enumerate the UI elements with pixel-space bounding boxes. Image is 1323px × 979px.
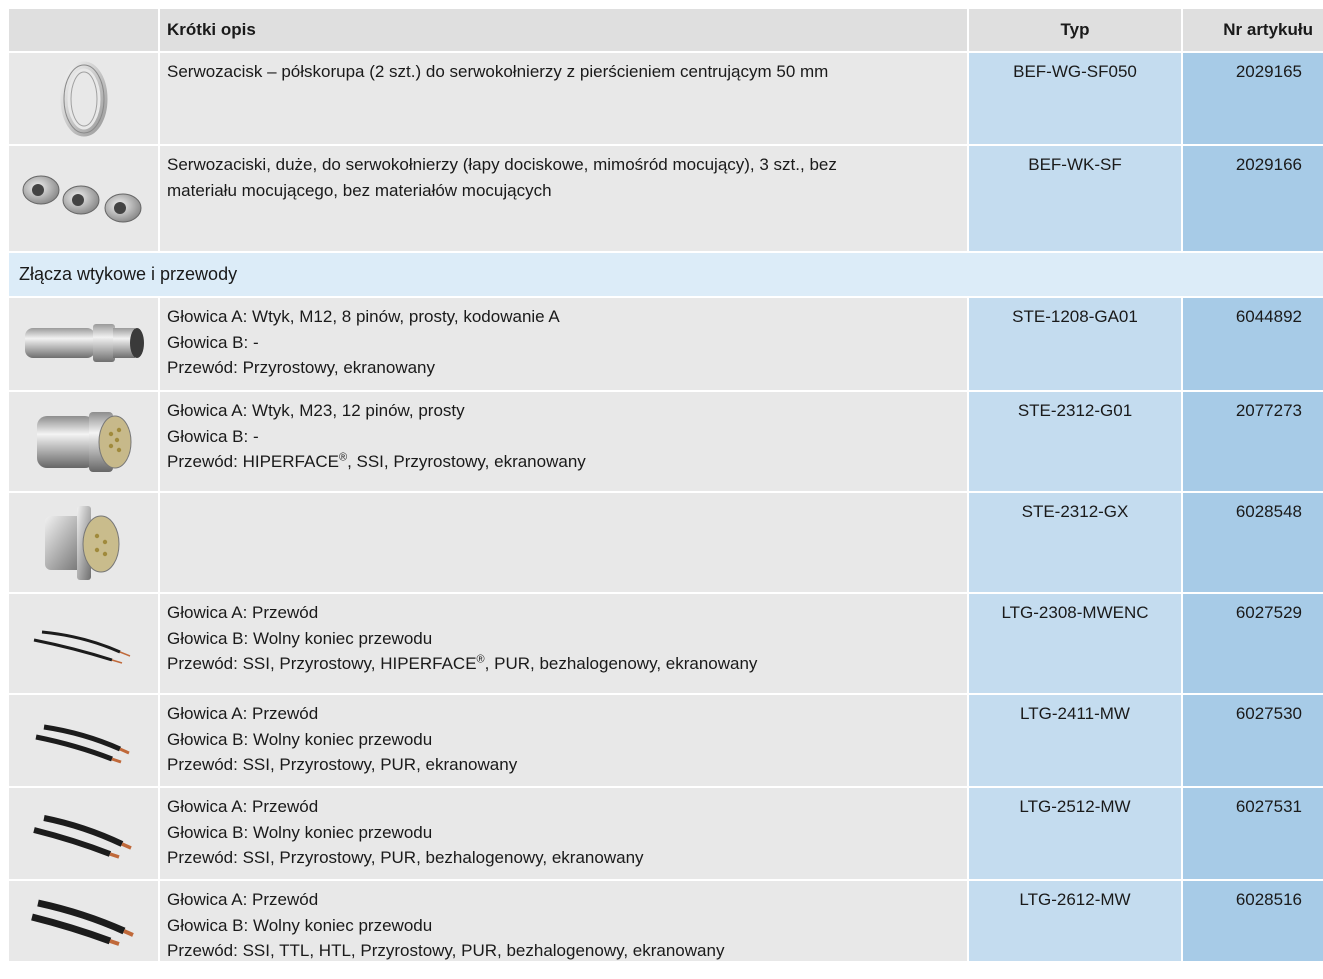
section-heading: Złącza wtykowe i przewody [9,253,1323,298]
desc-line: materiału mocującego, bez materiałów mocujących [167,180,552,200]
table-row [9,881,1323,961]
row-desc [160,53,969,144]
m23-panel-connector-icon [9,493,160,592]
desc-line: Przewód: SSI, Przyrostowy, PUR, ekranowany [167,755,518,774]
row-desc [160,788,969,879]
cable-thin-icon [9,594,160,693]
row-desc [160,594,969,693]
row-typ: LTG-2308-MWENC [969,594,1183,693]
row-nr: 6027530 [1183,695,1323,786]
row-typ: LTG-2411-MW [969,695,1183,786]
desc-text: Przewód: HIPERFACE [167,452,339,471]
desc-line: Głowica B: - [167,426,259,446]
desc-line: Głowica A: Wtyk, M23, 12 pinów, prosty [167,401,465,420]
desc-line: Głowica B: Wolny koniec przewodu [167,729,433,749]
desc-line: Serwozacisk – półskorupa (2 szt.) do serwokołnierzy z pierścieniem centrującym 50 mm [167,62,829,81]
desc-line: Głowica B: Wolny koniec przewodu [167,915,433,935]
cable-icon [9,788,160,879]
header-typ: Typ [969,9,1183,51]
registered-mark: ® [338,451,348,464]
cable-icon [9,695,160,786]
row-typ: STE-1208-GA01 [969,298,1183,390]
registered-mark: ® [476,653,485,666]
row-nr: 2029166 [1183,146,1323,251]
row-typ: BEF-WG-SF050 [969,53,1183,144]
desc-text: , SSI, Przyrostowy, ekranowany [347,452,586,471]
desc-line: Głowica A: Przewód [167,890,319,909]
row-typ: LTG-2612-MW [969,881,1183,961]
servo-clamps-icon [9,146,160,251]
table-row [9,53,1323,146]
header-desc: Krótki opis [160,9,969,51]
row-desc [160,695,969,786]
desc-line: Głowica B: - [167,332,259,352]
row-nr: 2029165 [1183,53,1323,144]
desc-line: Przewód: SSI, Przyrostowy, PUR, bezhalogenowy, ekranowany [167,848,644,867]
m23-connector-icon [9,392,160,491]
row-typ: BEF-WK-SF [969,146,1183,251]
row-typ: STE-2312-G01 [969,392,1183,491]
desc-text: Przewód: SSI, Przyrostowy, HIPERFACE [167,654,477,673]
desc-line: Przewód: Przyrostowy, ekranowany [167,358,436,377]
table-header [9,9,1323,53]
desc-line: Głowica B: Wolny koniec przewodu [167,822,433,842]
row-nr: 6044892 [1183,298,1323,390]
cable-thick-icon [9,881,160,961]
table-row [9,695,1323,788]
header-image-cell [9,9,160,51]
row-desc [160,146,969,251]
desc-line: Głowica A: Wtyk, M12, 8 pinów, prosty, kodowanie A [167,307,560,326]
table-row [9,788,1323,881]
row-typ: STE-2312-GX [969,493,1183,592]
row-desc [160,881,969,961]
desc-line: Serwozaciski, duże, do serwokołnierzy (łapy dociskowe, mimośród mocujący), 3 szt., bez [167,155,837,174]
desc-line: Głowica A: Przewód [167,603,319,622]
table-row [9,493,1323,594]
desc-line: Głowica A: Przewód [167,797,319,816]
desc-line-registered [167,651,961,677]
desc-line: Głowica A: Przewód [167,704,319,723]
desc-line-registered [167,449,961,475]
row-desc [160,392,969,491]
desc-line: Głowica B: Wolny koniec przewodu [167,628,433,648]
desc-line: Przewód: SSI, TTL, HTL, Przyrostowy, PUR, bezhalogenowy, ekranowany [167,941,725,960]
row-desc [160,493,969,592]
m12-connector-icon [9,298,160,390]
accessories-table [9,9,1323,961]
row-typ: LTG-2512-MW [969,788,1183,879]
table-row [9,298,1323,392]
row-nr: 6028516 [1183,881,1323,961]
row-nr: 6027531 [1183,788,1323,879]
table-row [9,594,1323,695]
row-desc [160,298,969,390]
desc-text: , PUR, bezhalogenowy, ekranowany [484,654,758,673]
ring-clamp-icon [9,53,160,144]
header-nr: Nr artykułu [1183,9,1323,51]
row-nr: 2077273 [1183,392,1323,491]
table-row [9,392,1323,493]
table-row [9,146,1323,253]
row-nr: 6028548 [1183,493,1323,592]
row-nr: 6027529 [1183,594,1323,693]
